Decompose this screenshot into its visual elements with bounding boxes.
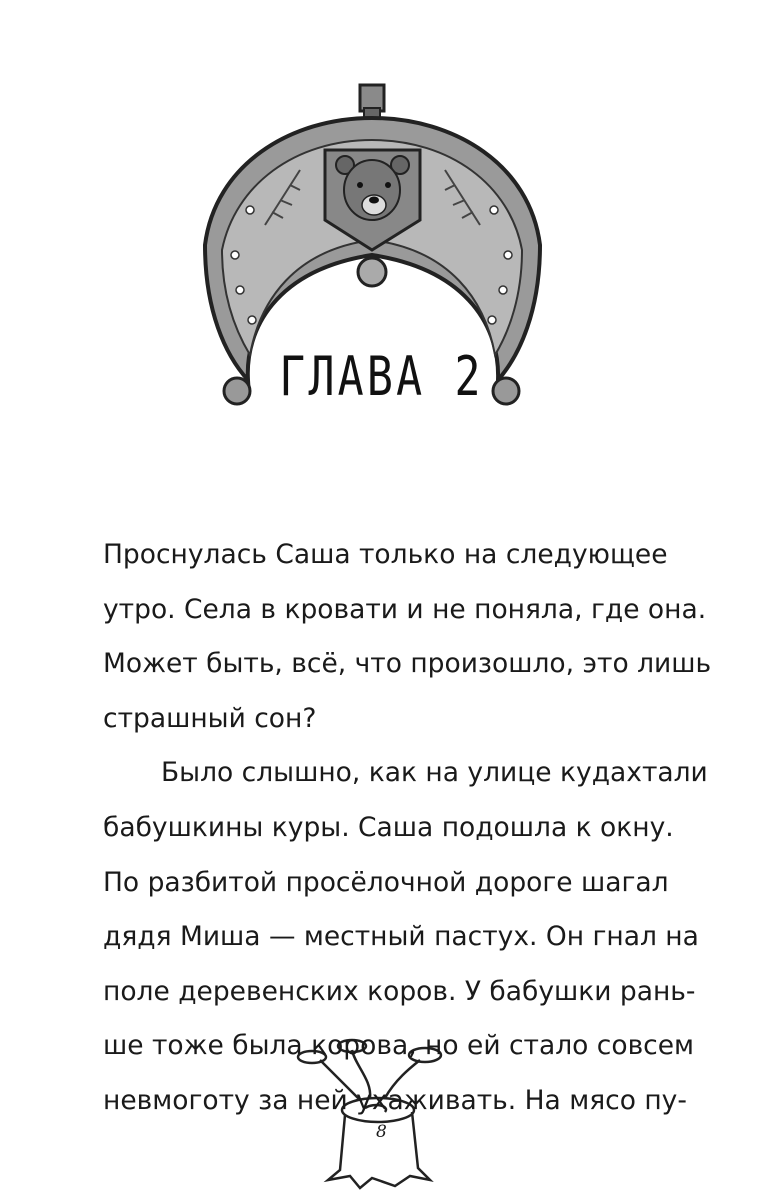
text-line: бабушкины куры. Саша подошла к окну. — [103, 812, 674, 843]
text-line: утро. Села в кровати и не поняла, где она. — [103, 593, 707, 625]
text-line: поле деревенских коров. У бабушки рань- — [103, 975, 696, 1007]
text-line: дядя Миша — местный пастух. Он гнал на — [103, 921, 699, 953]
text-line: По разбитой просёлочной дороге шагал — [103, 866, 669, 898]
text-line: невмоготу за ней ухаживать. На мясо пу- — [103, 1085, 687, 1116]
text-line: Проснулась Саша только на следующее — [103, 539, 668, 570]
text-line: страшный сон? — [103, 702, 317, 734]
text-line: Может быть, всё, что произошло, это лишь — [103, 648, 712, 680]
chapter-title: ГЛАВА 2 — [279, 345, 484, 408]
text-line: Было слышно, как на улице кудахтали — [161, 757, 708, 789]
text-line: ше тоже была корова, но ей стало совсем — [103, 1030, 695, 1062]
page-number: 8 — [376, 1122, 387, 1142]
